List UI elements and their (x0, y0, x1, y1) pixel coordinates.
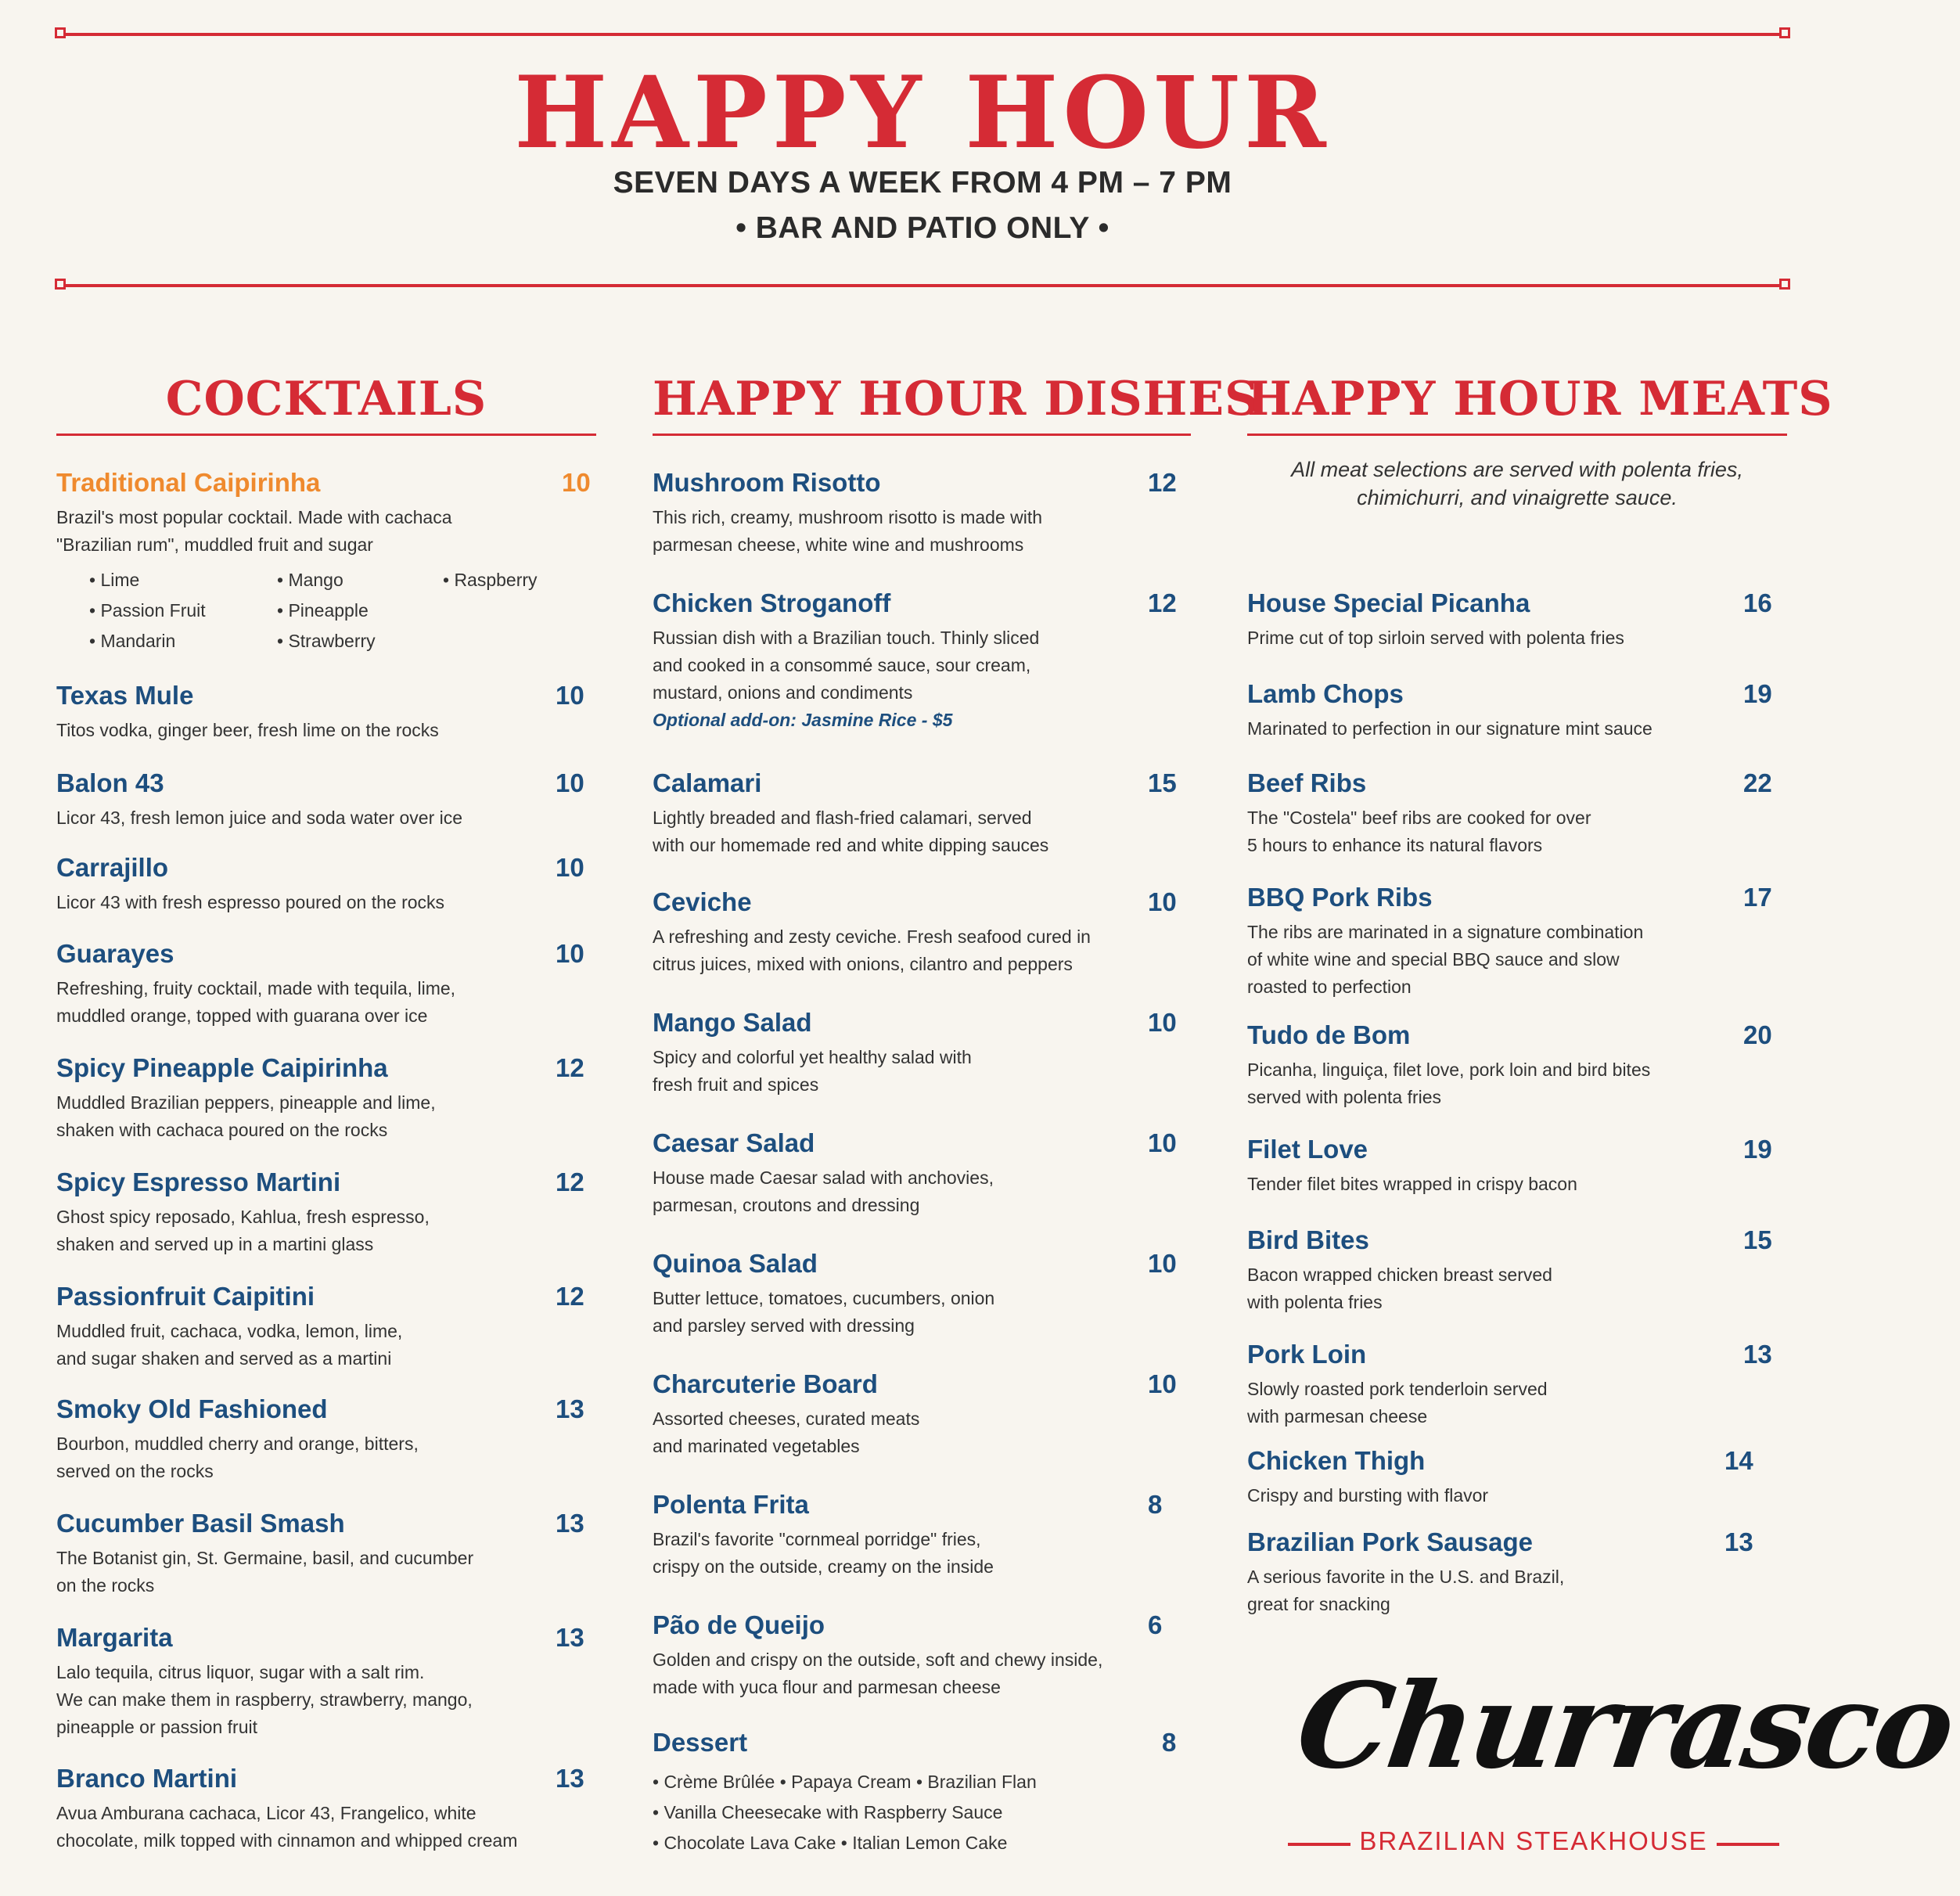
logo-script: Churrasco (1289, 1657, 1960, 1795)
item-name: Texas Mule (56, 681, 194, 710)
menu-item (56, 1623, 596, 1741)
item-price: 12 (556, 1053, 584, 1082)
item-price: 22 (1743, 768, 1772, 797)
item-price: 10 (1148, 1128, 1177, 1157)
item-description: Brazil's favorite "cornmeal porridge" fries, crispy on the outside, creamy on the inside (653, 1529, 994, 1577)
dessert-line: • Chocolate Lava Cake • Italian Lemon Cake (653, 1833, 1008, 1853)
item-description: A serious favorite in the U.S. and Brazil, great for snacking (1247, 1567, 1565, 1614)
flavor-list (56, 570, 596, 664)
brand-logo (1283, 1657, 1960, 1861)
item-description: Golden and crispy on the outside, soft and chewy inside, made with yuca flour and parmesan cheese (653, 1650, 1103, 1697)
item-description: Lightly breaded and flash-fried calamari, served with our homemade red and white dipping sauces (653, 808, 1049, 855)
item-price: 19 (1743, 1135, 1772, 1164)
item-name: Spicy Pineapple Caipirinha (56, 1053, 388, 1082)
flavor-option: • Pineapple (277, 600, 369, 621)
menu-item (56, 1764, 596, 1855)
item-price: 10 (556, 939, 584, 968)
item-name: Spicy Espresso Martini (56, 1167, 341, 1196)
cocktails-title: COCKTAILS (165, 372, 487, 426)
item-price: 15 (1743, 1225, 1772, 1254)
item-name: Brazilian Pork Sausage (1247, 1527, 1533, 1556)
item-price: 13 (1724, 1527, 1753, 1556)
item-price: 12 (556, 1167, 584, 1196)
item-name: Polenta Frita (653, 1490, 809, 1519)
item-price: 10 (1148, 1369, 1177, 1398)
item-description: Licor 43, fresh lemon juice and soda water over ice (56, 808, 463, 828)
item-price: 20 (1743, 1020, 1772, 1049)
menu-item (1247, 883, 1787, 1001)
flavor-option: • Lime (89, 570, 140, 590)
item-price: 8 (1162, 1728, 1177, 1757)
menu-item (1247, 1225, 1787, 1316)
item-price: 13 (556, 1509, 584, 1538)
logo-tagline: BRAZILIAN STEAKHOUSE (1359, 1826, 1708, 1855)
item-name: Pork Loin (1247, 1340, 1367, 1369)
item-name: Filet Love (1247, 1135, 1368, 1164)
menu-item (1247, 768, 1787, 859)
item-description: Lalo tequila, citrus liquor, sugar with a salt rim. We can make them in raspberry, strawberry, mango, pineapple or passion fruit (56, 1662, 473, 1737)
dishes-title: HAPPY HOUR DISHES (653, 372, 1260, 426)
item-price: 13 (1743, 1340, 1772, 1369)
item-description: Refreshing, fruity cocktail, made with tequila, lime, muddled orange, topped with guarana over ice (56, 978, 456, 1026)
item-name: Caesar Salad (653, 1128, 815, 1157)
item-description: Licor 43 with fresh espresso poured on the rocks (56, 892, 445, 912)
item-description: Muddled Brazilian peppers, pineapple and lime, shaken with cachaca poured on the rocks (56, 1092, 436, 1140)
item-name: Mushroom Risotto (653, 468, 881, 497)
item-name: Charcuterie Board (653, 1369, 878, 1398)
item-name: Calamari (653, 768, 762, 797)
item-price: 10 (1148, 1249, 1177, 1278)
item-description: Bourbon, muddled cherry and orange, bitters, served on the rocks (56, 1434, 419, 1481)
item-price: 10 (562, 468, 591, 497)
item-name: Bird Bites (1247, 1225, 1369, 1254)
item-description: Tender filet bites wrapped in crispy bacon (1247, 1174, 1577, 1194)
meats-note: All meat selections are served with polenta fries, chimichurri, and vinaigrette sauce. (1291, 458, 1743, 509)
item-name: Guarayes (56, 939, 174, 968)
menu-item (56, 939, 596, 1030)
menu-item (56, 1509, 596, 1599)
item-name: Tudo de Bom (1247, 1020, 1411, 1049)
item-name: Chicken Stroganoff (653, 588, 891, 617)
menu-item (56, 768, 596, 832)
item-addon: Optional add-on: Jasmine Rice - $5 (653, 710, 953, 730)
item-name: Chicken Thigh (1247, 1446, 1426, 1475)
menu-item (1247, 588, 1787, 652)
flavor-option: • Strawberry (277, 631, 376, 651)
item-name: Carrajillo (56, 853, 169, 882)
dessert-line: • Crème Brûlée • Papaya Cream • Brazilian Flan (653, 1772, 1037, 1792)
menu-item (653, 1008, 1191, 1099)
dessert-item (653, 1728, 1191, 1858)
dessert-line: • Vanilla Cheesecake with Raspberry Sauce (653, 1802, 1003, 1822)
item-name: Passionfruit Caipitini (56, 1282, 315, 1311)
flavor-option: • Raspberry (443, 570, 538, 590)
item-price: 15 (1148, 768, 1177, 797)
item-price: 10 (556, 681, 584, 710)
menu-item (653, 468, 1191, 559)
top-divider (58, 33, 1787, 36)
item-name: Mango Salad (653, 1008, 812, 1037)
item-description: Prime cut of top sirloin served with polenta fries (1247, 628, 1624, 648)
item-description: Marinated to perfection in our signature mint sauce (1247, 718, 1653, 739)
menu-item (1247, 1446, 1787, 1509)
item-description: Bacon wrapped chicken breast served with polenta fries (1247, 1265, 1552, 1312)
item-price: 14 (1724, 1446, 1753, 1475)
item-name: House Special Picanha (1247, 588, 1530, 617)
section-rule (1247, 434, 1787, 436)
item-price: 16 (1743, 588, 1772, 617)
item-description: Ghost spicy reposado, Kahlua, fresh espresso, shaken and served up in a martini glass (56, 1207, 430, 1254)
item-price: 10 (1148, 1008, 1177, 1037)
menu-item (56, 1167, 596, 1258)
item-description: Butter lettuce, tomatoes, cucumbers, onion and parsley served with dressing (653, 1288, 995, 1336)
item-description: Avua Amburana cachaca, Licor 43, Frangelico, white chocolate, milk topped with cinnamon and whipped cream (56, 1803, 518, 1851)
menu-item (653, 1490, 1191, 1581)
menu-item (56, 1394, 596, 1485)
item-price: 10 (556, 853, 584, 882)
section-rule (653, 434, 1191, 436)
menu-item (1247, 1135, 1787, 1198)
location-text: • BAR AND PATIO ONLY • (735, 211, 1109, 245)
item-name: Lamb Chops (1247, 679, 1404, 708)
item-description: Brazil's most popular cocktail. Made with cachaca "Brazilian rum", muddled fruit and sugar (56, 507, 452, 555)
item-price: 13 (556, 1764, 584, 1793)
item-name: Pão de Queijo (653, 1610, 825, 1639)
menu-item (56, 681, 596, 744)
item-name: Margarita (56, 1623, 173, 1652)
item-description: Russian dish with a Brazilian touch. Thinly sliced and cooked in a consommé sauce, sour cream, mustard, onions and condiments (653, 628, 1040, 703)
item-price: 8 (1148, 1490, 1163, 1519)
menu-item (653, 1249, 1191, 1340)
menu-item (653, 1610, 1191, 1701)
menu-item (653, 887, 1191, 978)
item-description: The ribs are marinated in a signature combination of white wine and special BBQ sauce and slow roasted to perfection (1247, 922, 1644, 997)
header-divider (58, 284, 1787, 287)
item-description: The "Costela" beef ribs are cooked for over 5 hours to enhance its natural flavors (1247, 808, 1591, 855)
item-name: Dessert (653, 1728, 748, 1757)
item-name: Quinoa Salad (653, 1249, 818, 1278)
item-name: Balon 43 (56, 768, 164, 797)
dessert-options (653, 1767, 1191, 1858)
cocktails-section (56, 368, 596, 1851)
item-price: 6 (1148, 1610, 1163, 1639)
item-price: 10 (556, 768, 584, 797)
item-price: 12 (556, 1282, 584, 1311)
item-description: Spicy and colorful yet healthy salad with fresh fruit and spices (653, 1047, 972, 1095)
item-description: A refreshing and zesty ceviche. Fresh seafood cured in citrus juices, mixed with onions, cilantro and peppers (653, 926, 1091, 974)
menu-item (1247, 679, 1787, 743)
item-description: The Botanist gin, St. Germaine, basil, and cucumber on the rocks (56, 1548, 474, 1596)
item-price: 13 (556, 1394, 584, 1423)
item-description: Titos vodka, ginger beer, fresh lime on the rocks (56, 720, 439, 740)
item-name: Branco Martini (56, 1764, 238, 1793)
flavor-option: • Mango (277, 570, 343, 590)
item-name: Beef Ribs (1247, 768, 1367, 797)
menu-item (1247, 1527, 1787, 1618)
menu-item (56, 1053, 596, 1144)
menu-item-featured (56, 468, 596, 664)
item-description: Slowly roasted pork tenderloin served with parmesan cheese (1247, 1379, 1548, 1426)
meats-section (1247, 368, 1833, 1614)
menu-item (653, 588, 1191, 734)
schedule-text: SEVEN DAYS A WEEK FROM 4 PM – 7 PM (613, 166, 1232, 200)
item-name: Cucumber Basil Smash (56, 1509, 345, 1538)
item-description: Picanha, linguiça, filet love, pork loin and bird bites served with polenta fries (1247, 1060, 1651, 1107)
item-price: 10 (1148, 887, 1177, 916)
menu-item (653, 768, 1191, 859)
item-price: 12 (1148, 468, 1177, 497)
flavor-option: • Passion Fruit (89, 600, 206, 621)
item-description: Crispy and bursting with flavor (1247, 1485, 1489, 1506)
menu-item (653, 1369, 1191, 1460)
menu-item (653, 1128, 1191, 1219)
item-name: Traditional Caipirinha (56, 468, 321, 497)
menu-item (56, 1282, 596, 1373)
page-title: HAPPY HOUR (514, 55, 1331, 171)
menu-item (56, 853, 596, 916)
meats-title: HAPPY HOUR MEATS (1247, 372, 1833, 426)
section-rule (56, 434, 596, 436)
item-name: BBQ Pork Ribs (1247, 883, 1433, 912)
item-price: 12 (1148, 588, 1177, 617)
menu-item (1247, 1020, 1787, 1111)
item-description: This rich, creamy, mushroom risotto is made with parmesan cheese, white wine and mushrooms (653, 507, 1043, 555)
item-name: Smoky Old Fashioned (56, 1394, 328, 1423)
item-description: Muddled fruit, cachaca, vodka, lemon, lime, and sugar shaken and served as a martini (56, 1321, 403, 1369)
item-description: House made Caesar salad with anchovies, parmesan, croutons and dressing (653, 1167, 994, 1215)
flavor-option: • Mandarin (89, 631, 176, 651)
item-price: 19 (1743, 679, 1772, 708)
item-price: 13 (556, 1623, 584, 1652)
item-description: Assorted cheeses, curated meats and marinated vegetables (653, 1409, 920, 1456)
dishes-section (653, 368, 1260, 1853)
item-price: 17 (1743, 883, 1772, 912)
item-name: Ceviche (653, 887, 752, 916)
menu-item (1247, 1340, 1787, 1430)
